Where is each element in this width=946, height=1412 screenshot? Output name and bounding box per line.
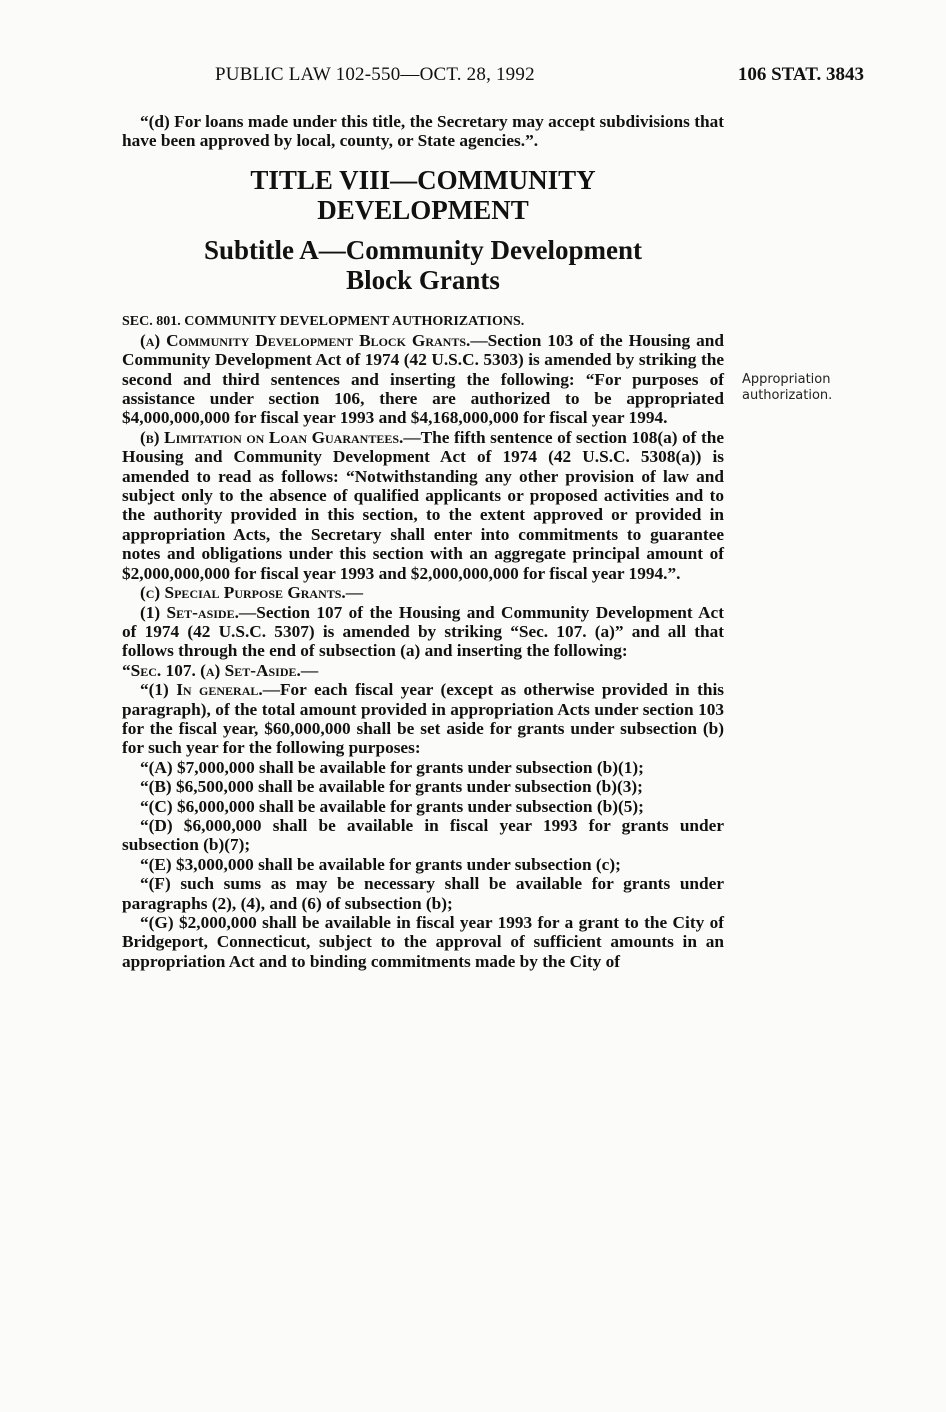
- in-general-text: —For each fiscal year (except as otherwise provided in this paragraph), of the total amount provided in appropriation Acts under section 103 for the fiscal year, $60,000,000 shall be set aside for grants under subsection (b) for such year for the following purposes:: [122, 680, 724, 758]
- subtitle-line1: Subtitle A—Community Development: [204, 234, 642, 265]
- subsection-c: [122, 583, 724, 602]
- subsection-b: [122, 428, 724, 583]
- margin-note-line1: Appropriation: [742, 372, 831, 387]
- header-citation: PUBLIC LAW 102-550—OCT. 28, 1992: [215, 64, 535, 85]
- title-line2: DEVELOPMENT: [317, 194, 529, 225]
- subsection-a-text: —Section 103 of the Housing and Community Development Act of 1974 (42 U.S.C. 5303) is amended by striking the second and third sentences and inserting the following: “For purposes of assistance under section 106, there are authorized to be appropriated $4,000,000,000 for fiscal year 1993 and $4,168,000,000 for fiscal year 1994.: [122, 330, 724, 428]
- paragraph-c1-heading: (1) Set-aside.: [140, 602, 239, 622]
- section-heading: SEC. 801. COMMUNITY DEVELOPMENT AUTHORIZATIONS.: [122, 313, 525, 329]
- body-column: [122, 112, 724, 971]
- paragraph-c1-text: —Section 107 of the Housing and Community Development Act of 1974 (42 U.S.C. 5307) is amended by striking “Sec. 107. (a)” and all that follows through the end of subsection (a) and inserting the following:: [122, 602, 724, 661]
- paragraph-c1: [122, 603, 724, 661]
- subsection-a-heading: (a) Community Development Block Grants.: [140, 330, 471, 350]
- clause-E: “(E) $3,000,000 shall be available for grants under subsection (c);: [140, 854, 621, 874]
- subsection-c-text: —: [345, 583, 364, 603]
- subtitle-heading: [122, 235, 724, 295]
- subsection-c-heading: (c) Special Purpose Grants.: [140, 583, 346, 603]
- page-header: [122, 64, 864, 92]
- section-107-label: “Sec. 107. (a) Set-Aside.: [122, 660, 301, 680]
- section-107-heading: [122, 661, 724, 680]
- margin-note-line2: authorization.: [742, 388, 833, 403]
- section-107-dash: —: [300, 660, 319, 680]
- paragraph-in-general: [122, 680, 724, 758]
- paragraph-d: “(d) For loans made under this title, the Secretary may accept subdivisions that have been approved by local, county, or State agencies.”.: [122, 112, 724, 151]
- clause-C: “(C) $6,000,000 shall be available for grants under subsection (b)(5);: [140, 796, 644, 816]
- clause-G: “(G) $2,000,000 shall be available in fiscal year 1993 for a grant to the City of Bridgeport, Connecticut, subject to the approval of sufficient amounts in an appropriation Act and to binding commitments made by the City of: [122, 913, 724, 971]
- margin-note: [742, 372, 872, 404]
- title-heading: [122, 165, 724, 225]
- subsection-a: [122, 331, 724, 428]
- subsection-b-text: —The fifth sentence of section 108(a) of the Housing and Community Development Act of 1974 (42 U.S.C. 5308(a)) is amended to read as follows: “Notwithstanding any other provision of law and subject only to the absence of qualified applicants or proposed activities and to the authority provided in this section, to the extent approved or provided in appropriation Acts, the Secretary shall enter into commitments to guarantee notes and obligations under this section with an aggregate principal amount of $2,000,000,000 for fiscal year 1993 and $2,000,000,000 for fiscal year 1994.”.: [122, 427, 724, 583]
- title-line1: TITLE VIII—COMMUNITY: [250, 164, 596, 195]
- clause-D: “(D) $6,000,000 shall be available in fiscal year 1993 for grants under subsection (b)(7);: [122, 815, 724, 855]
- clause-B: “(B) $6,500,000 shall be available for grants under subsection (b)(3);: [140, 777, 643, 797]
- subsection-b-heading: (b) Limitation on Loan Guarantees.: [140, 427, 404, 447]
- subtitle-line2: Block Grants: [346, 264, 500, 295]
- in-general-heading: “(1) In general.: [140, 680, 263, 700]
- header-stat-page: 106 STAT. 3843: [737, 64, 864, 85]
- clause-A: “(A) $7,000,000 shall be available for grants under subsection (b)(1);: [140, 757, 644, 777]
- clause-F: “(F) such sums as may be necessary shall be available for grants under paragraphs (2), (4), and (6) of subsection (b);: [122, 874, 724, 913]
